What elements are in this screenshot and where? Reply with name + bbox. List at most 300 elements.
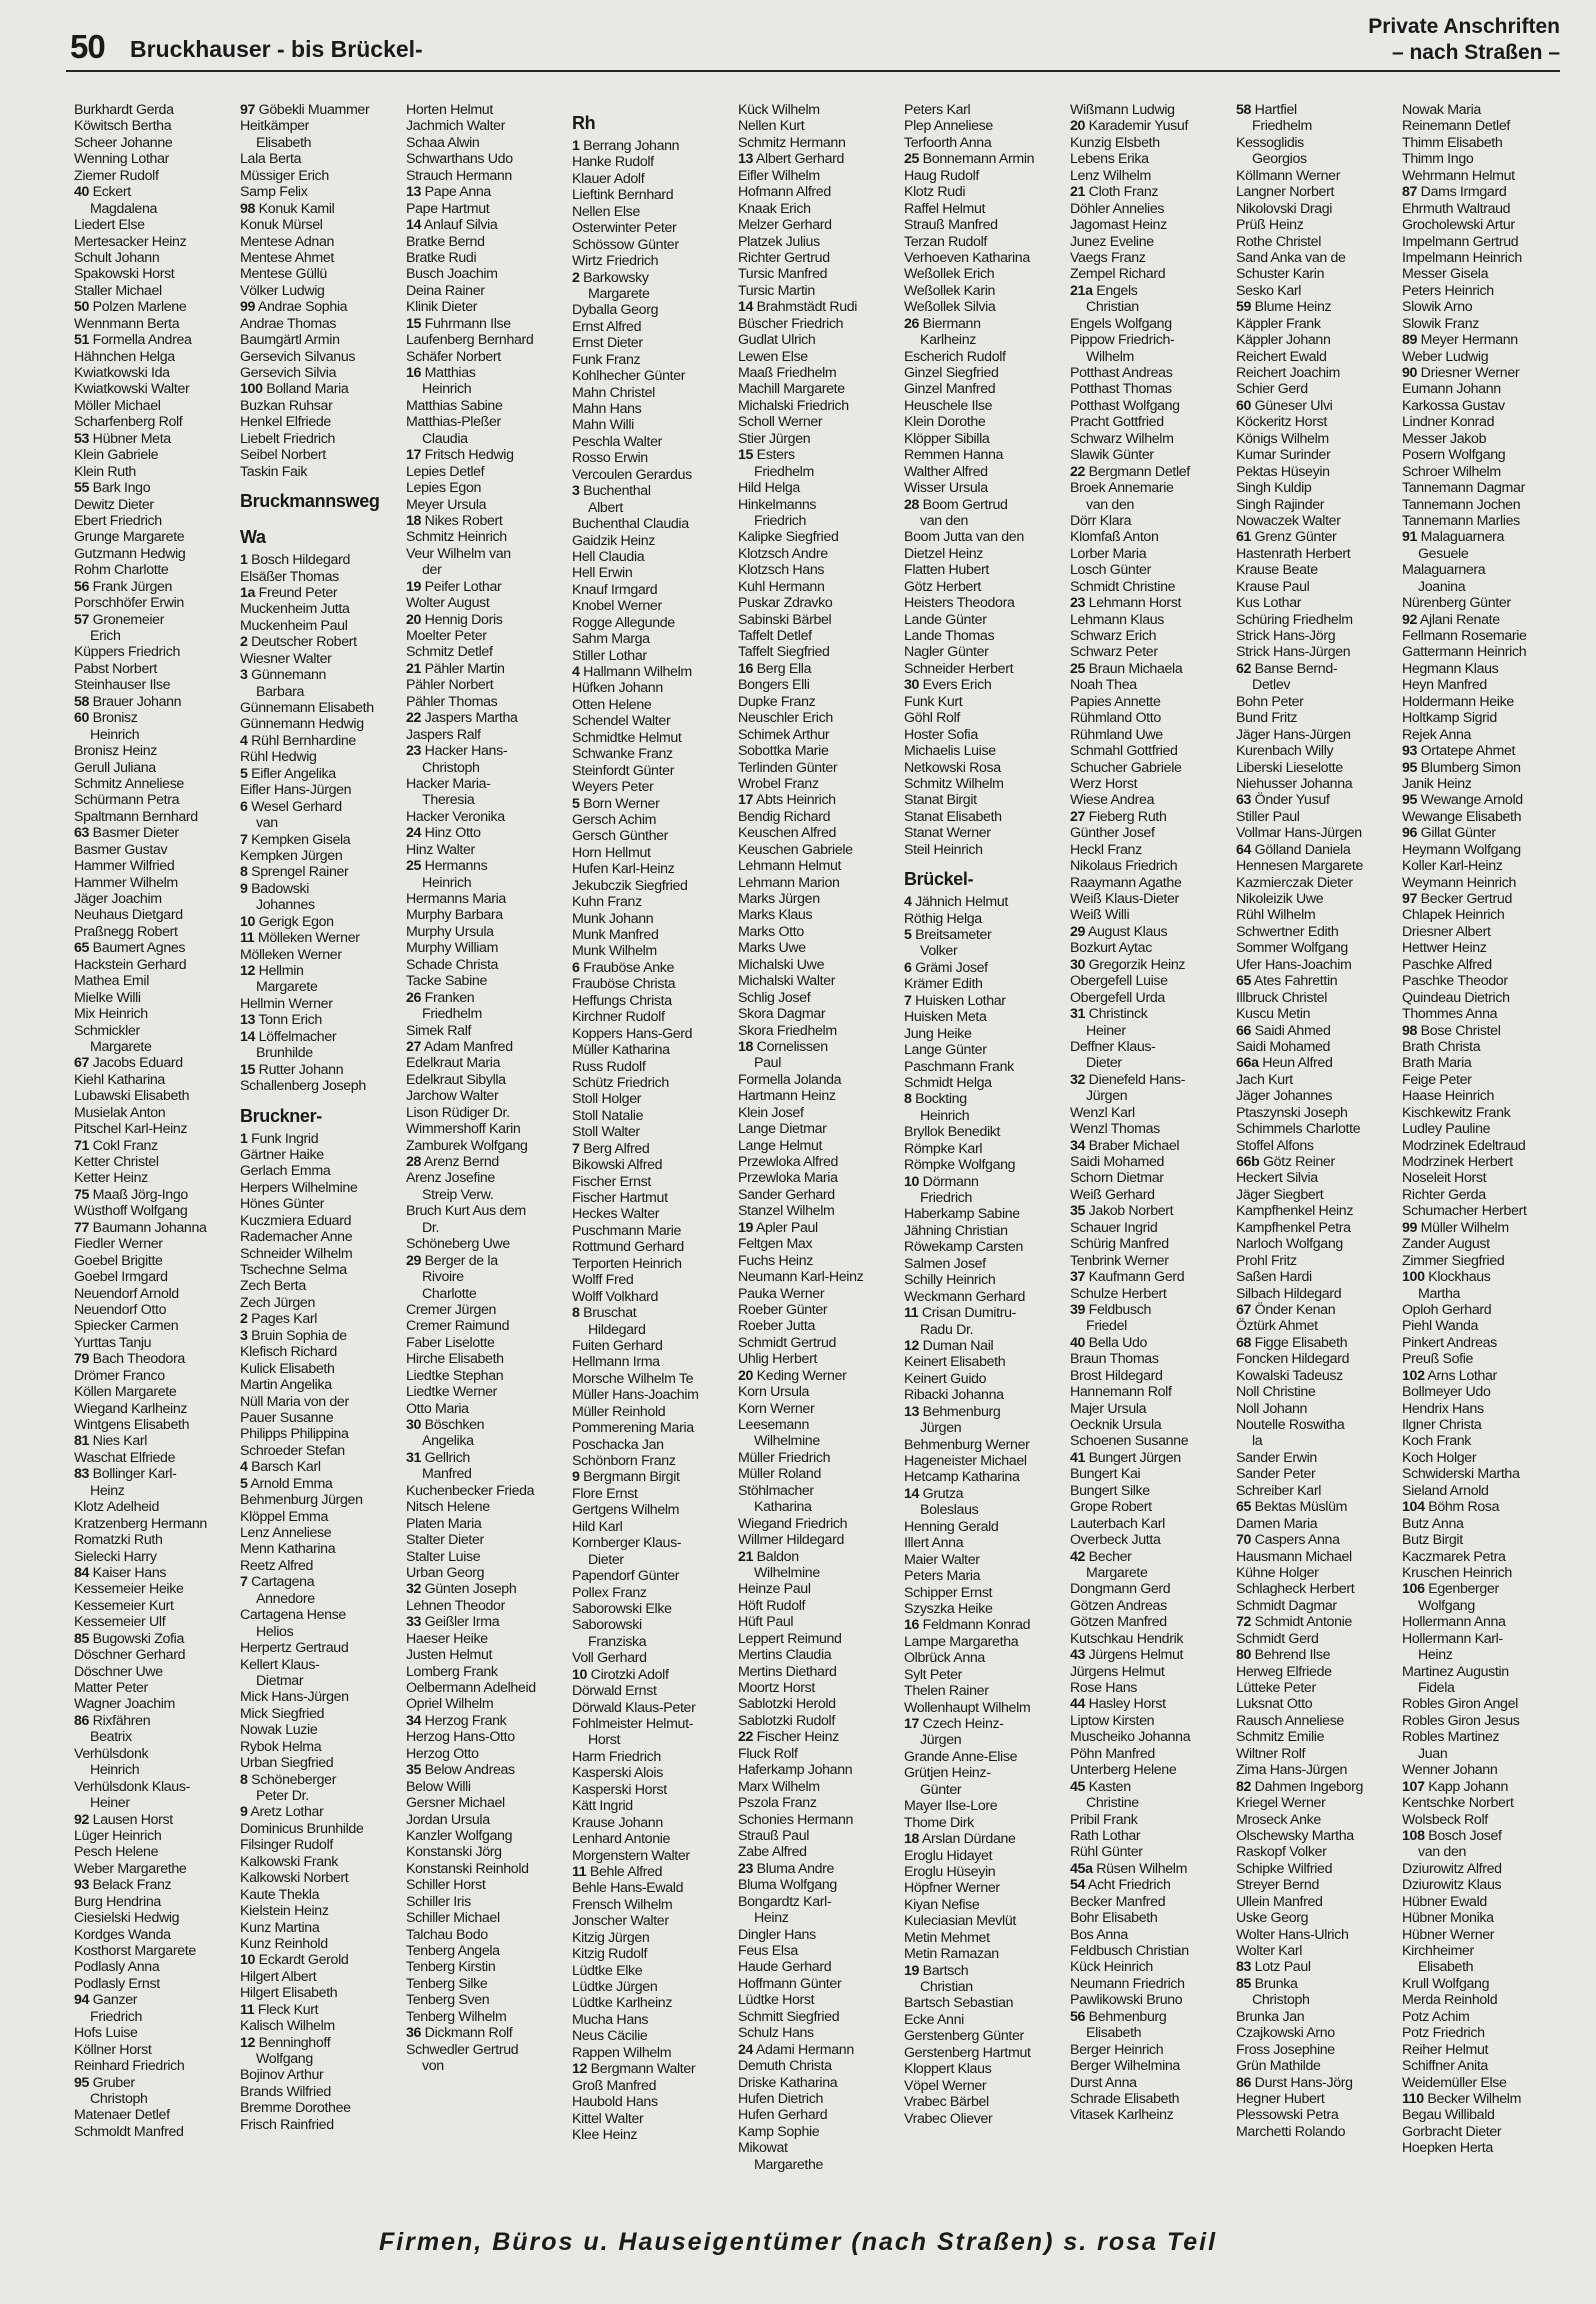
directory-entry: Stanat Elisabeth: [904, 808, 1002, 825]
directory-entry: 97 Göbekli Muammer: [240, 102, 370, 118]
house-number: 16: [738, 660, 754, 677]
directory-entry: Kaczmarek Petra: [1402, 1548, 1506, 1565]
directory-entry: Edelkraut Sibylla: [406, 1071, 506, 1088]
directory-entry: Verhoeven Katharina: [904, 249, 1030, 266]
directory-entry: Lubawski Elisabeth: [74, 1088, 190, 1105]
directory-entry: Muckenheim Paul: [240, 617, 348, 634]
directory-entry: 18 Nikes Robert: [406, 512, 503, 529]
directory-entry: Jachmich Walter: [406, 118, 506, 135]
directory-entry: Haferkamp Johann: [738, 1762, 853, 1779]
directory-entry: Schmoldt Manfred: [74, 2123, 184, 2140]
entry-continuation: van den: [1086, 496, 1135, 513]
directory-entry: Gattermann Heinrich: [1402, 644, 1527, 661]
entry-continuation: Margarete: [256, 979, 318, 996]
directory-entry: Schilly Heinrich: [904, 1272, 996, 1289]
entry-continuation: Streip Verw.: [422, 1186, 494, 1203]
directory-entry: Podlasly Anna: [74, 1959, 160, 1976]
directory-entry: 53 Hübner Meta: [74, 430, 171, 447]
directory-entry: Noah Thea: [1070, 677, 1137, 694]
directory-entry: Gertgens Wilhelm: [572, 1502, 680, 1519]
directory-entry: Pawlikowski Bruno: [1070, 1992, 1183, 2009]
directory-entry: Lüdtke Karlheinz: [572, 1995, 673, 2012]
directory-entry: Vercoulen Gerardus: [572, 466, 692, 483]
directory-entry: Gersch Achim: [572, 811, 657, 828]
directory-entry: Noll Christine: [1236, 1384, 1316, 1401]
directory-entry: Michalski Friedrich: [738, 397, 849, 414]
directory-entry: Puskar Zdravko: [738, 595, 833, 612]
directory-entry: 102 Arns Lothar: [1402, 1367, 1497, 1384]
directory-entry: Kühne Holger: [1236, 1564, 1319, 1581]
directory-entry: Schwarthans Udo: [406, 151, 513, 168]
directory-entry: Brath Maria: [1402, 1055, 1472, 1072]
directory-entry: 13 Behmenburg: [904, 1403, 1001, 1420]
directory-entry: Koppers Hans-Gerd: [572, 1025, 693, 1042]
directory-entry: Neuendorf Otto: [74, 1301, 167, 1318]
house-number: 8: [240, 1771, 248, 1788]
directory-entry: Oploh Gerhard: [1402, 1301, 1492, 1318]
house-number: 15: [240, 1061, 256, 1078]
directory-entry: 94 Ganzer: [74, 1992, 138, 2009]
house-number: 16: [904, 1617, 920, 1634]
house-number: 6: [572, 959, 580, 976]
directory-entry: Rühl Wilhelm: [1236, 907, 1316, 924]
directory-entry: Terzan Rudolf: [904, 233, 987, 250]
house-number: 18: [406, 512, 422, 529]
directory-entry: Frisch Rainfried: [240, 2116, 334, 2133]
directory-entry: Wintgens Elisabeth: [74, 1417, 190, 1433]
directory-entry: Schult Johann: [74, 249, 160, 266]
house-number: 29: [1070, 923, 1086, 940]
house-number: 26: [406, 989, 422, 1006]
directory-entry: Flore Ernst: [572, 1485, 638, 1502]
directory-entry: Schlagheck Herbert: [1236, 1581, 1355, 1598]
directory-entry: Stalter Dieter: [406, 1532, 484, 1549]
directory-entry: 4 Jähnich Helmut: [904, 894, 1009, 911]
house-number: 106: [1402, 1581, 1425, 1598]
house-number: 12: [572, 2061, 588, 2078]
directory-entry: Gaidzik Heinz: [572, 532, 655, 549]
directory-entry: 10 Cirotzki Adolf: [572, 1666, 669, 1683]
directory-entry: Andrae Thomas: [240, 315, 337, 332]
directory-entry: 75 Maaß Jörg-Ingo: [74, 1186, 188, 1203]
directory-entry: Käppler Johann: [1236, 332, 1331, 349]
directory-entry: 66 Saidi Ahmed: [1236, 1022, 1331, 1039]
directory-entry: Königs Wilhelm: [1236, 430, 1329, 447]
street-heading: Rh: [572, 113, 596, 133]
directory-column: [1228, 102, 1394, 2204]
directory-entry: 100 Klockhaus: [1402, 1269, 1491, 1286]
directory-entry: 99 Müller Wilhelm: [1402, 1219, 1509, 1236]
directory-entry: Mick Siegfried: [240, 1705, 325, 1722]
directory-entry: Ecke Anni: [904, 2011, 964, 2028]
directory-entry: Burkhardt Gerda: [74, 102, 174, 118]
entry-continuation: Detlev: [1252, 677, 1291, 694]
directory-entry: Obergefell Luise: [1070, 973, 1168, 990]
house-number: 13: [406, 184, 422, 201]
directory-entry: Konstanski Reinhold: [406, 1860, 529, 1877]
directory-entry: Platzek Julius: [738, 233, 820, 250]
directory-entry: Matthias-Pleßer: [406, 414, 501, 431]
entry-continuation: Dietmar: [256, 1672, 304, 1689]
house-number: 30: [1070, 956, 1086, 973]
directory-entry: Raskopf Volker: [1236, 1844, 1327, 1861]
directory-entry: Gersevich Silvia: [240, 365, 337, 381]
directory-entry: Nowaczek Walter: [1236, 512, 1341, 529]
directory-column: [1394, 102, 1560, 2204]
directory-entry: 27 Fieberg Ruth: [1070, 808, 1167, 825]
directory-entry: Grope Robert: [1070, 1499, 1152, 1516]
directory-entry: Jonscher Walter: [572, 1913, 669, 1930]
directory-entry: Kunzig Elsbeth: [1070, 134, 1160, 151]
directory-entry: Pracht Gottfried: [1070, 414, 1164, 431]
house-number: 19: [738, 1219, 754, 1236]
directory-entry: Melzer Gerhard: [738, 217, 832, 234]
house-number: 17: [904, 1716, 920, 1732]
directory-entry: Eroglu Hüseyin: [904, 1863, 996, 1880]
directory-entry: Zima Hans-Jürgen: [1236, 1762, 1348, 1779]
directory-entry: Tenberg Angela: [406, 1943, 500, 1959]
directory-entry: 24 Hinz Otto: [406, 825, 481, 842]
directory-entry: Kunz Reinhold: [240, 1935, 328, 1952]
directory-entry: 7 Cartagena: [240, 1574, 315, 1591]
house-number: 19: [406, 578, 422, 595]
directory-entry: Kiyan Nefise: [904, 1896, 980, 1913]
directory-entry: Sylt Peter: [904, 1666, 963, 1683]
directory-entry: Chlapek Heinrich: [1402, 907, 1505, 924]
directory-entry: Przewloka Alfred: [738, 1154, 839, 1170]
directory-entry: Klotz Rudi: [904, 184, 966, 201]
directory-entry: Holtkamp Sigrid: [1402, 710, 1497, 727]
directory-entry: Schaa Alwin: [406, 134, 480, 151]
directory-entry: Kück Wilhelm: [738, 102, 820, 118]
directory-entry: Döschner Gerhard: [74, 1647, 186, 1664]
directory-entry: Hammer Wilfried: [74, 858, 175, 875]
house-number: 62: [1236, 660, 1252, 677]
directory-entry: Tannemann Dagmar: [1402, 480, 1525, 497]
directory-entry: 8 Bruschat: [572, 1305, 637, 1322]
directory-entry: Neuhaus Dietgard: [74, 907, 183, 924]
directory-entry: Goebel Brigitte: [74, 1252, 163, 1269]
directory-entry: 34 Braber Michael: [1070, 1137, 1180, 1154]
house-number: 32: [1070, 1071, 1086, 1088]
directory-entry: Kulick Elisabeth: [240, 1360, 335, 1377]
directory-entry: Kessemeier Kurt: [74, 1597, 174, 1614]
directory-entry: 41 Bungert Jürgen: [1070, 1449, 1181, 1466]
house-number: 15: [406, 315, 422, 332]
directory-entry: Haude Gerhard: [738, 1959, 832, 1976]
directory-entry: Dörwald Ernst: [572, 1683, 657, 1700]
directory-entry: Terlinden Günter: [738, 759, 838, 776]
directory-entry: Hähnchen Helga: [74, 348, 175, 365]
house-number: 18: [904, 1831, 920, 1848]
directory-entry: Schwarz Erich: [1070, 628, 1157, 644]
directory-entry: Mertins Claudia: [738, 1647, 832, 1664]
house-number: 17: [406, 447, 422, 464]
directory-entry: Fohlmeister Helmut-: [572, 1716, 694, 1732]
directory-entry: Heffungs Christa: [572, 992, 672, 1009]
directory-entry: Basmer Gustav: [74, 841, 168, 858]
directory-entry: Schiffner Anita: [1402, 2058, 1488, 2075]
directory-entry: Taffelt Siegfried: [738, 644, 830, 661]
directory-entry: Eumann Johann: [1402, 381, 1501, 398]
directory-entry: 64 Gölland Daniela: [1236, 841, 1351, 858]
directory-entry: Marchetti Rolando: [1236, 2123, 1346, 2140]
directory-entry: Ketter Heinz: [74, 1170, 148, 1187]
directory-entry: Lauterbach Karl: [1070, 1515, 1165, 1532]
directory-entry: Peters Heinrich: [1402, 282, 1494, 299]
directory-entry: Rath Lothar: [1070, 1827, 1141, 1844]
directory-entry: Wiltner Rolf: [1236, 1745, 1306, 1762]
street-heading: Bruckmannsweg: [240, 491, 380, 512]
directory-entry: Haubold Hans: [572, 2094, 658, 2111]
house-number: 60: [74, 710, 90, 727]
directory-entry: Posern Wolfgang: [1402, 447, 1506, 464]
directory-entry: Heitkämper: [240, 118, 310, 135]
directory-entry: Hinz Walter: [406, 841, 475, 858]
directory-entry: Hirche Elisabeth: [406, 1351, 504, 1368]
directory-entry: Holdermann Heike: [1402, 693, 1514, 710]
entry-continuation: Franziska: [588, 1633, 647, 1650]
directory-entry: Below Willi: [406, 1778, 471, 1795]
street-heading: Bruckner-: [240, 1105, 322, 1126]
directory-entry: Nellen Else: [572, 203, 640, 220]
directory-entry: Kanzler Wolfgang: [406, 1827, 513, 1844]
house-number: 23: [738, 1860, 754, 1877]
page-header: [0, 0, 1596, 74]
directory-entry: Lomberg Frank: [406, 1663, 498, 1680]
directory-entry: Schauer Ingrid: [1070, 1219, 1158, 1236]
directory-entry: Schwanke Franz: [572, 746, 673, 763]
house-number: 92: [1402, 611, 1418, 628]
directory-entry: Schiller Iris: [406, 1893, 471, 1910]
directory-entry: Noutelle Roswitha: [1236, 1417, 1345, 1433]
directory-entry: Wollenhaupt Wilhelm: [904, 1699, 1031, 1716]
directory-entry: Murphy William: [406, 940, 499, 957]
house-number: 66a: [1236, 1055, 1259, 1072]
directory-entry: Liebelt Friedrich: [240, 430, 335, 447]
directory-entry: 10 Gerigk Egon: [240, 913, 334, 930]
directory-column: [730, 102, 896, 2204]
directory-entry: Stiller Lothar: [572, 647, 647, 664]
directory-entry: Kunz Martina: [240, 1919, 320, 1936]
directory-entry: Bos Anna: [1070, 1926, 1128, 1943]
directory-entry: Muscheiko Johanna: [1070, 1729, 1191, 1746]
directory-entry: Schmitz Wilhelm: [904, 775, 1004, 792]
house-number: 87: [1402, 184, 1418, 201]
directory-entry: Michalski Uwe: [738, 956, 825, 973]
directory-entry: Lüdtke Elke: [572, 1962, 643, 1979]
directory-entry: Ernst Dieter: [572, 335, 643, 352]
directory-entry: Scharfenberg Rolf: [74, 414, 183, 431]
entry-continuation: Elisabeth: [256, 134, 312, 151]
directory-entry: Morgenstern Walter: [572, 1847, 690, 1864]
directory-entry: Veur Wilhelm van: [406, 545, 511, 562]
directory-entry: Römpke Karl: [904, 1140, 983, 1157]
entry-continuation: Wolfgang: [256, 2051, 313, 2067]
house-number: 7: [572, 1140, 580, 1157]
house-number: 31: [1070, 1006, 1086, 1023]
directory-entry: Menn Katharina: [240, 1541, 336, 1558]
directory-entry: 45 Kasten: [1070, 1778, 1131, 1795]
directory-entry: Laufenberg Bernhard: [406, 332, 534, 349]
entry-continuation: Horst: [588, 1732, 621, 1749]
directory-entry: Pitschel Karl-Heinz: [74, 1121, 188, 1138]
house-number: 4: [904, 894, 912, 911]
directory-entry: Sander Gerhard: [738, 1186, 835, 1203]
directory-entry: Hufen Karl-Heinz: [572, 861, 675, 878]
house-number: 3: [240, 1327, 248, 1344]
directory-entry: 36 Dickmann Rolf: [406, 2025, 513, 2042]
directory-entry: Döschner Uwe: [74, 1663, 163, 1680]
directory-entry: Wolff Fred: [572, 1272, 634, 1289]
directory-entry: 89 Meyer Hermann: [1402, 332, 1518, 349]
directory-entry: Rühl Günter: [1070, 1844, 1143, 1861]
directory-entry: Lande Günter: [904, 611, 987, 628]
directory-entry: Lange Günter: [904, 1042, 987, 1059]
directory-entry: Röthig Helga: [904, 910, 982, 927]
house-number: 37: [1070, 1269, 1086, 1286]
house-number: 5: [904, 927, 912, 943]
directory-entry: 30 Böschken: [406, 1417, 485, 1433]
directory-entry: Niehusser Johanna: [1236, 775, 1353, 792]
directory-entry: Noseleit Horst: [1402, 1170, 1487, 1187]
directory-entry: Klinik Dieter: [406, 299, 478, 316]
directory-entry: Mix Heinrich: [74, 1006, 148, 1023]
house-number: 55: [74, 480, 90, 497]
directory-entry: Engels Wolfgang: [1070, 315, 1172, 332]
directory-entry: Kasperski Horst: [572, 1781, 667, 1798]
directory-entry: Tenberg Silke: [406, 1975, 488, 1992]
directory-entry: Hausmann Michael: [1236, 1548, 1352, 1565]
directory-entry: Reichert Joachim: [1236, 365, 1340, 381]
directory-entry: Faber Liselotte: [406, 1334, 495, 1351]
directory-entry: 8 Bockting: [904, 1091, 967, 1108]
directory-entry: Henkel Elfriede: [240, 414, 331, 431]
directory-entry: Küppers Friedrich: [74, 644, 181, 661]
directory-entry: Fischer Ernst: [572, 1173, 652, 1190]
directory-entry: Horten Helmut: [406, 102, 493, 118]
entry-continuation: Dieter: [1086, 1055, 1122, 1072]
directory-entry: Schwarz Peter: [1070, 644, 1158, 661]
house-number: 13: [904, 1403, 920, 1420]
house-number: 68: [1236, 1334, 1252, 1351]
directory-entry: Wolter August: [406, 595, 490, 612]
directory-entry: 2 Pages Karl: [240, 1311, 318, 1328]
directory-entry: Czajkowski Arno: [1236, 2025, 1335, 2042]
house-number: 91: [1402, 529, 1418, 546]
directory-entry: Peters Karl: [904, 102, 971, 118]
directory-column: [564, 102, 730, 2204]
directory-entry: Koch Frank: [1402, 1433, 1472, 1450]
house-number: 104: [1402, 1499, 1425, 1516]
directory-entry: Sahm Marga: [572, 631, 650, 648]
directory-entry: Schmitz Hermann: [738, 134, 846, 151]
directory-entry: Slawik Günter: [1070, 447, 1154, 464]
entry-continuation: Hildegard: [588, 1321, 646, 1338]
house-number: 14: [904, 1485, 920, 1502]
directory-entry: Fuchs Heinz: [738, 1252, 813, 1269]
street-heading: Brückel-: [904, 869, 974, 890]
directory-entry: Rothe Christel: [1236, 233, 1321, 250]
directory-entry: 22 Jaspers Martha: [406, 710, 518, 727]
entry-continuation: Rivoire: [422, 1269, 464, 1286]
directory-entry: Lehmann Marion: [738, 874, 840, 891]
directory-entry: Stanat Birgit: [904, 792, 977, 809]
entry-continuation: Margarete: [90, 1038, 152, 1055]
house-number: 66b: [1236, 1154, 1260, 1170]
directory-entry: Gersner Michael: [406, 1795, 505, 1812]
directory-entry: Kruschen Heinrich: [1402, 1564, 1512, 1581]
directory-entry: Unterberg Helene: [1070, 1762, 1177, 1779]
entry-continuation: Heiner: [1086, 1022, 1126, 1039]
directory-entry: Hild Karl: [572, 1518, 623, 1535]
directory-entry: Kirchner Rudolf: [572, 1009, 665, 1026]
directory-entry: Ernst Alfred: [572, 318, 642, 335]
directory-entry: Horn Hellmut: [572, 844, 651, 861]
directory-entry: Weber Ludwig: [1402, 348, 1489, 365]
directory-entry: Dörr Klara: [1070, 512, 1132, 529]
directory-entry: Kirchheimer: [1402, 1943, 1474, 1959]
directory-entry: Weßollek Silvia: [904, 299, 996, 316]
directory-entry: 62 Banse Bernd-: [1236, 660, 1338, 677]
directory-entry: Schäfer Norbert: [406, 348, 501, 365]
directory-entry: Lebens Erika: [1070, 151, 1149, 168]
directory-entry: Haug Rudolf: [904, 167, 980, 184]
directory-entry: Weyers Peter: [572, 779, 654, 796]
directory-entry: 77 Baumann Johanna: [74, 1219, 207, 1236]
directory-entry: 5 Born Werner: [572, 795, 660, 812]
directory-entry: Rottmund Gerhard: [572, 1239, 684, 1256]
house-number: 30: [406, 1417, 422, 1433]
directory-entry: 13 Tonn Erich: [240, 1012, 322, 1029]
directory-entry: Spaltmann Bernhard: [74, 808, 198, 825]
entry-continuation: van den: [920, 512, 969, 529]
directory-entry: Martin Angelika: [240, 1377, 332, 1394]
house-number: 42: [1070, 1548, 1086, 1565]
directory-entry: Fiedler Werner: [74, 1236, 163, 1253]
house-number: 14: [738, 299, 754, 316]
directory-entry: Mahn Willi: [572, 417, 634, 434]
directory-entry: Bund Fritz: [1236, 710, 1298, 727]
directory-entry: Kätt Ingrid: [572, 1798, 633, 1815]
directory-entry: Papendorf Günter: [572, 1568, 680, 1585]
directory-entry: 9 Badowski: [240, 880, 310, 897]
directory-entry: Götzen Manfred: [1070, 1614, 1167, 1631]
directory-entry: Richter Gerda: [1402, 1186, 1486, 1203]
directory-entry: Rühl Hedwig: [240, 749, 317, 766]
directory-entry: 98 Konuk Kamil: [240, 200, 335, 217]
directory-entry: Tacke Sabine: [406, 973, 487, 990]
directory-entry: 91 Malaguarnera: [1402, 529, 1505, 546]
house-number: 19: [904, 1962, 920, 1979]
house-number: 67: [74, 1055, 90, 1072]
directory-entry: Pektas Hüseyin: [1236, 463, 1330, 480]
directory-entry: Deina Rainer: [406, 282, 485, 299]
directory-entry: Talchau Bodo: [406, 1926, 488, 1943]
directory-entry: Kiehl Katharina: [74, 1071, 165, 1088]
directory-entry: Willmer Hildegard: [738, 1532, 844, 1549]
directory-entry: Stier Jürgen: [738, 430, 811, 447]
directory-entry: Osterwinter Peter: [572, 220, 677, 237]
house-number: 7: [240, 1574, 248, 1591]
directory-entry: Potz Friedrich: [1402, 2025, 1485, 2042]
entry-continuation: Friedhelm: [422, 1006, 482, 1023]
directory-entry: Gersch Günther: [572, 828, 669, 845]
directory-entry: Zempel Richard: [1070, 266, 1166, 283]
directory-entry: Hofs Luise: [74, 2025, 138, 2042]
directory-entry: Jäger Johannes: [1236, 1088, 1333, 1105]
directory-entry: Hetcamp Katharina: [904, 1469, 1020, 1486]
